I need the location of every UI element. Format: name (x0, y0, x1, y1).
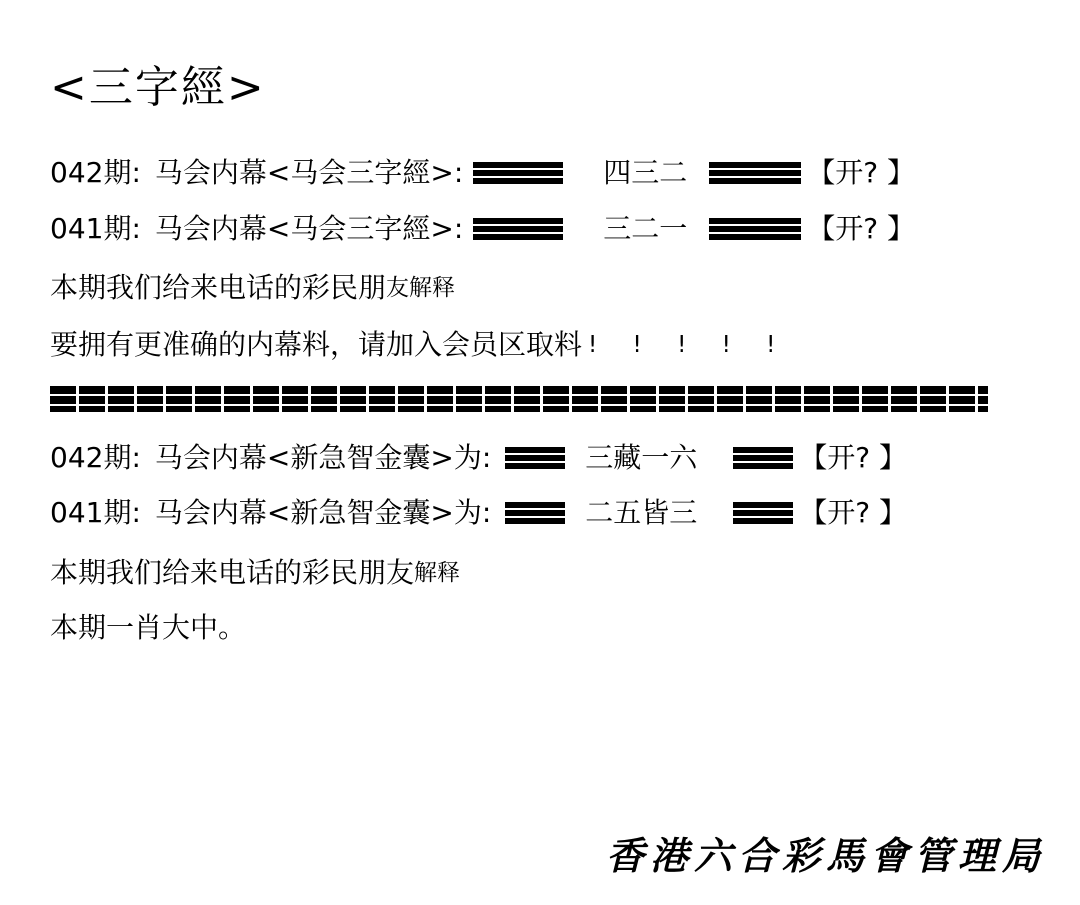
hint-text: 本期一肖大中。 (50, 611, 247, 644)
redacted-block (733, 447, 793, 469)
explanation-text-small: 友解释 (386, 275, 456, 301)
footer-signature: 香港六合彩馬會管理局 (605, 833, 1046, 878)
answer-text: 三二一 (603, 212, 688, 245)
entry-row-042-sanzijing (50, 152, 915, 192)
period-label: 042期: (50, 441, 141, 474)
entry-label: 马会内幕<新急智金囊>为: (154, 496, 492, 529)
redacted-block (733, 502, 793, 524)
entry-row-041-jinnang (50, 492, 907, 532)
answer-text: 二五皆三 (585, 496, 698, 529)
entry-row-041-sanzijing (50, 208, 915, 248)
redacted-block (709, 162, 801, 184)
separator-bar (50, 386, 988, 412)
period-label: 041期: (50, 212, 141, 245)
promo-exclamations: ! ! ! ! ! (588, 332, 790, 358)
explanation-note (50, 267, 455, 307)
answer-text: 三藏一六 (585, 441, 698, 474)
entry-label: 马会内幕<马会三字經>: (154, 156, 464, 189)
open-result: 【开? 】 (807, 156, 916, 189)
entry-label: 马会内幕<马会三字經>: (154, 212, 464, 245)
period-label: 042期: (50, 156, 141, 189)
period-label: 041期: (50, 496, 141, 529)
promo-note (50, 324, 789, 364)
open-result: 【开? 】 (807, 212, 916, 245)
redacted-block (709, 218, 801, 240)
page-title: <三字經> (50, 62, 266, 113)
answer-text: 四三二 (603, 156, 688, 189)
redacted-block (505, 502, 565, 524)
explanation-note (50, 552, 460, 592)
open-result: 【开? 】 (799, 441, 908, 474)
explanation-text: 本期我们给来电话的彩民朋 (50, 271, 387, 304)
redacted-block (473, 218, 563, 240)
hint-line (50, 607, 246, 647)
explanation-text-small: 解释 (414, 560, 461, 586)
promo-text: 要拥有更准确的内幕料，请加入会员区取料 (50, 328, 583, 361)
open-result: 【开? 】 (799, 496, 908, 529)
entry-row-042-jinnang (50, 437, 907, 477)
redacted-block (505, 447, 565, 469)
explanation-text: 本期我们给来电话的彩民朋友 (50, 556, 415, 589)
redacted-block (473, 162, 563, 184)
entry-label: 马会内幕<新急智金囊>为: (154, 441, 492, 474)
